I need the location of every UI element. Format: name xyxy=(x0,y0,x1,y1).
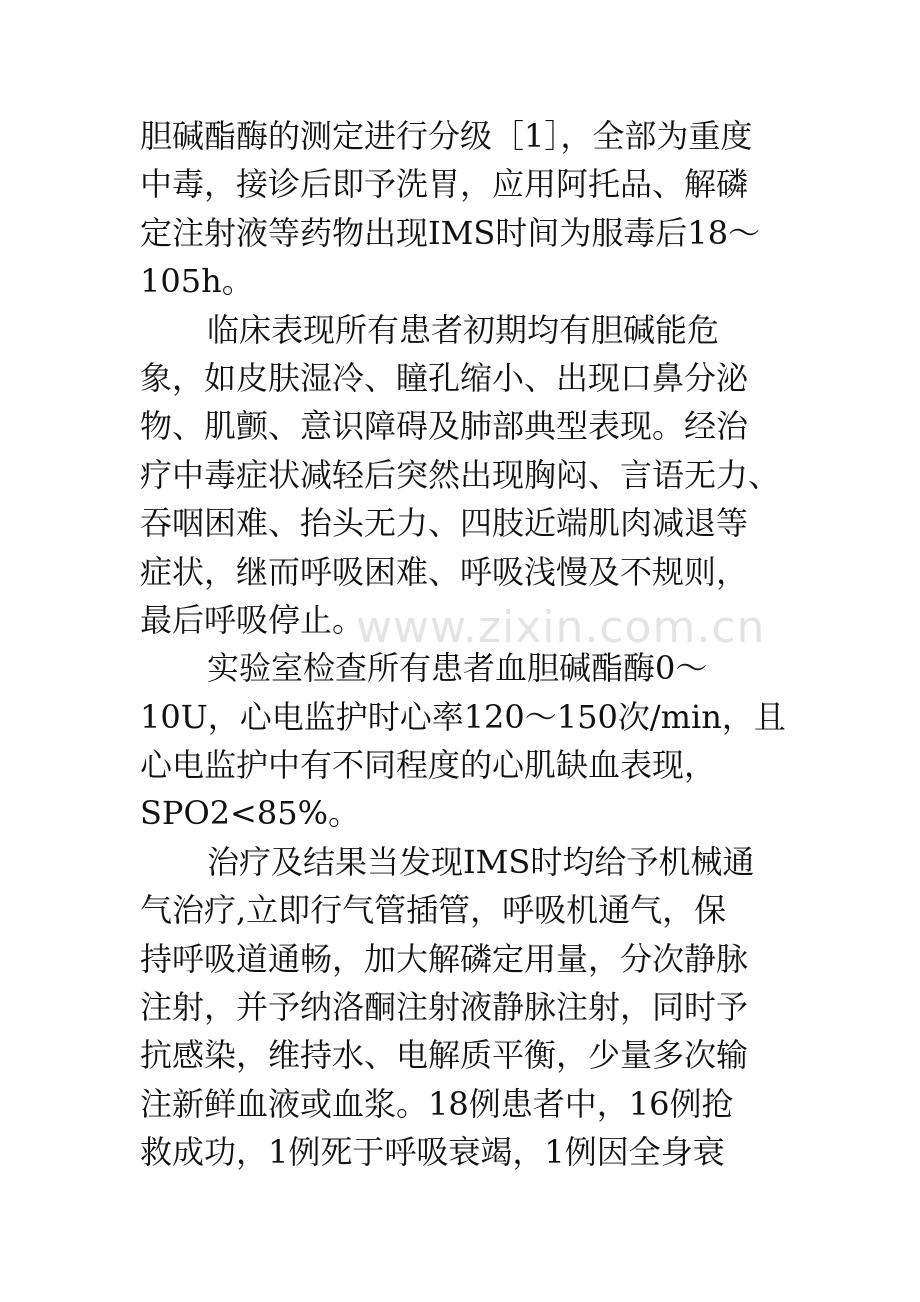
text-line: 定注射液等药物出现IMS时间为服毒后18～ xyxy=(140,213,761,252)
text-line: 10U，心电监护时心率120～150次/min，且 xyxy=(140,697,786,736)
text-line: 救成功，1例死于呼吸衰竭，1例因全身衰 xyxy=(140,1133,725,1172)
text-line: 注射，并予纳洛酮注射液静脉注射，同时予 xyxy=(140,988,749,1027)
text-line: 抗感染，维持水、电解质平衡，少量多次输 xyxy=(140,1036,749,1075)
text-line: 物、肌颤、意识障碍及肺部典型表现。经治 xyxy=(140,407,749,446)
text-line: 气治疗,立即行气管插管，呼吸机通气，保 xyxy=(140,891,727,930)
text-line: 疗中毒症状减轻后突然出现胸闷、言语无力、 xyxy=(140,455,781,494)
paragraph-start-line: 实验室检查所有患者血胆碱酯酶0～ xyxy=(207,649,708,688)
paragraph-start-line: 治疗及结果当发现IMS时均给予机械通 xyxy=(207,842,755,881)
text-line: 象，如皮肤湿冷、瞳孔缩小、出现口鼻分泌 xyxy=(140,358,749,397)
text-line: 持呼吸道通畅，加大解磷定用量，分次静脉 xyxy=(140,939,749,978)
watermark-text: www.zixin.com.cn xyxy=(356,602,766,653)
text-line: 注新鲜血液或血浆。18例患者中，16例抢 xyxy=(140,1084,734,1123)
text-line: 症状，继而呼吸困难、呼吸浅慢及不规则， xyxy=(140,552,749,591)
paragraph-start-line: 临床表现所有患者初期均有胆碱能危 xyxy=(207,310,720,349)
text-line: 胆碱酯酶的测定进行分级［1］，全部为重度 xyxy=(140,117,753,155)
text-line: 最后呼吸停止。 xyxy=(140,600,365,639)
text-line: SPO2<85%。 xyxy=(140,794,360,833)
text-line: 吞咽困难、抬头无力、四肢近端肌肉减退等 xyxy=(140,504,749,543)
text-line: 中毒，接诊后即予洗胃，应用阿托品、解磷 xyxy=(140,165,749,204)
body-text xyxy=(140,112,800,1177)
text-line: 105h。 xyxy=(140,262,254,301)
text-line: 心电监护中有不同程度的心肌缺血表现， xyxy=(140,746,717,785)
